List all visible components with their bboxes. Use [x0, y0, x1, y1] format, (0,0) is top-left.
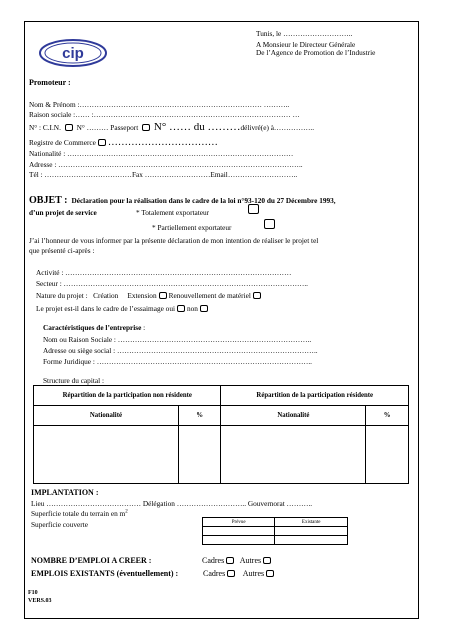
- projet-service-label: d’un projet de service: [29, 208, 97, 217]
- activite-field[interactable]: Activité : …………………………………………………………………………………: [36, 268, 292, 277]
- form-version: VERS.03: [28, 598, 52, 604]
- forme-juridique-field[interactable]: Forme Juridique : ……………………………………………………………………………..: [43, 357, 312, 366]
- entreprise-heading: Caractéristiques de l’entreprise: [43, 323, 142, 332]
- totalement-checkbox[interactable]: [248, 204, 259, 214]
- nature-label: Nature du projet :: [36, 291, 88, 300]
- prevue-cell-1[interactable]: [203, 527, 275, 536]
- lieu-field[interactable]: Lieu ………………………………… Délégation ……………………….. Gouvernorat ………..: [31, 499, 313, 508]
- cip-logo: [38, 38, 108, 68]
- cell-nat-r[interactable]: [221, 426, 366, 484]
- place-date: Tunis, le ………………………..: [256, 29, 353, 38]
- entreprise-heading-row: [43, 323, 145, 332]
- prevue-header: Prévue: [203, 518, 275, 527]
- registre-label: Registre de Commerce: [29, 138, 96, 147]
- existante-cell-1[interactable]: [275, 527, 348, 536]
- cell-nat-nr[interactable]: [34, 426, 179, 484]
- renouvellement-label: Renouvellement de matériel: [168, 291, 251, 300]
- extension-label: Extension: [127, 291, 157, 300]
- doc-number-field[interactable]: N° …… du ………: [153, 121, 241, 133]
- cin-label: N° : C.I.N.: [29, 123, 61, 132]
- existants-cadres-checkbox[interactable]: [227, 570, 235, 577]
- superficie-table: [202, 517, 348, 545]
- promoteur-heading: Promoteur :: [29, 78, 71, 87]
- form-code: F10: [28, 590, 38, 596]
- delivre-field[interactable]: délivré(e) à……………..: [240, 123, 315, 132]
- emploi-creer-label: NOMBRE D’EMPLOI A CREER :: [31, 556, 152, 565]
- cell-pct-nr[interactable]: [178, 426, 221, 484]
- raison-sociale-field[interactable]: Raison sociale :…… :……………………………………………………………………… …: [29, 110, 300, 119]
- m2-exponent: 2: [125, 509, 128, 515]
- cin-row: [29, 121, 314, 133]
- col-nationalite-nr: Nationalité: [34, 406, 179, 426]
- tel-fax-email-field[interactable]: Tél : ………………………………Fax ………………………Email………………………..: [29, 170, 298, 179]
- emplois-existants-label: EMPLOIS EXISTANTS (éventuellement) :: [31, 569, 179, 578]
- recipient-line-1: A Monsieur le Directeur Générale: [256, 40, 356, 49]
- col-nationalite-r: Nationalité: [221, 406, 366, 426]
- extension-checkbox[interactable]: [159, 292, 167, 299]
- creation-label: Création: [93, 291, 119, 300]
- resident-header: Répartition de la participation résidente: [221, 386, 409, 406]
- superficie-couverte-label: Superficie couverte: [31, 520, 88, 529]
- non-resident-header: Répartition de la participation non résidente: [34, 386, 221, 406]
- cell-pct-r[interactable]: [366, 426, 409, 484]
- autres-label-2: Autres: [242, 569, 265, 578]
- objet-heading: OBJET :: [29, 195, 68, 206]
- creer-cadres-checkbox[interactable]: [226, 557, 234, 564]
- entreprise-adresse-field[interactable]: Adresse ou siège social : ………………………………………………………………………..: [43, 346, 318, 355]
- intro-line-2: que présenté ci-après :: [29, 246, 95, 255]
- entreprise-nom-field[interactable]: Nom ou Raison Sociale : ……………………………………………………………………..: [43, 335, 312, 344]
- passeport-label: N° ……… Passeport: [76, 123, 139, 132]
- col-pct-nr: %: [178, 406, 221, 426]
- nature-row: [36, 291, 263, 300]
- passeport-checkbox[interactable]: [142, 124, 150, 131]
- recipient-line-2: De l’Agence de Promotion de l’Industrie: [256, 48, 376, 57]
- registre-checkbox[interactable]: [98, 139, 106, 146]
- prevue-cell-2[interactable]: [203, 536, 275, 545]
- cadres-label: Cadres: [202, 556, 225, 565]
- objet-line: [29, 190, 336, 208]
- existants-autres-checkbox[interactable]: [266, 570, 274, 577]
- registre-row: [29, 137, 218, 148]
- emplois-existants-options: [203, 569, 276, 578]
- implantation-heading: IMPLANTATION :: [31, 488, 99, 497]
- entreprise-heading-colon: :: [141, 323, 146, 332]
- cin-checkbox[interactable]: [65, 124, 73, 131]
- cadres-label-2: Cadres: [203, 569, 226, 578]
- svg-text:cip: cip: [62, 45, 84, 62]
- totalement-label: * Totalement exportateur: [136, 208, 210, 217]
- adresse-field[interactable]: Adresse : ………………………………………………………………………………………..: [29, 160, 303, 169]
- intro-line-1: J’ai l’honneur de vous informer par la présente déclaration de mon intention de réaliser le projet tel: [29, 236, 319, 245]
- essaimage-non-checkbox[interactable]: [200, 305, 208, 312]
- nom-prenom-field[interactable]: Nom & Prénom :………………………………………………………………… ………..: [29, 100, 290, 109]
- superficie-totale-text: Superficie totale du terrain en m: [31, 509, 126, 518]
- secteur-field[interactable]: Secteur : ………………………………………………………………………………………..: [36, 279, 309, 288]
- partiellement-label: * Partiellement exportateur: [152, 223, 232, 232]
- registre-field[interactable]: ……………………………: [107, 137, 218, 148]
- creer-autres-checkbox[interactable]: [263, 557, 271, 564]
- autres-label: Autres: [239, 556, 262, 565]
- objet-text: Déclaration pour la réalisation dans le cadre de la loi n°93-120 du 27 Décembre 1993,: [71, 196, 336, 205]
- existante-cell-2[interactable]: [275, 536, 348, 545]
- existante-header: Existante: [275, 518, 348, 527]
- totalement-option: [136, 208, 209, 217]
- nationalite-field[interactable]: Nationalité : …………………………………………………………………………………: [29, 149, 294, 158]
- structure-capital-label: Structure du capital :: [43, 376, 104, 385]
- emploi-creer-options: [202, 556, 273, 565]
- essaimage-row: [36, 304, 210, 313]
- capital-table: [33, 385, 409, 484]
- partiellement-checkbox[interactable]: [264, 219, 275, 229]
- renouvellement-checkbox[interactable]: [253, 292, 261, 299]
- essaimage-oui-checkbox[interactable]: [177, 305, 185, 312]
- superficie-totale-label: [31, 509, 128, 518]
- essaimage-label: Le projet est-il dans le cadre de l’essaimage oui: [36, 304, 175, 313]
- col-pct-r: %: [366, 406, 409, 426]
- non-label: non: [187, 304, 198, 313]
